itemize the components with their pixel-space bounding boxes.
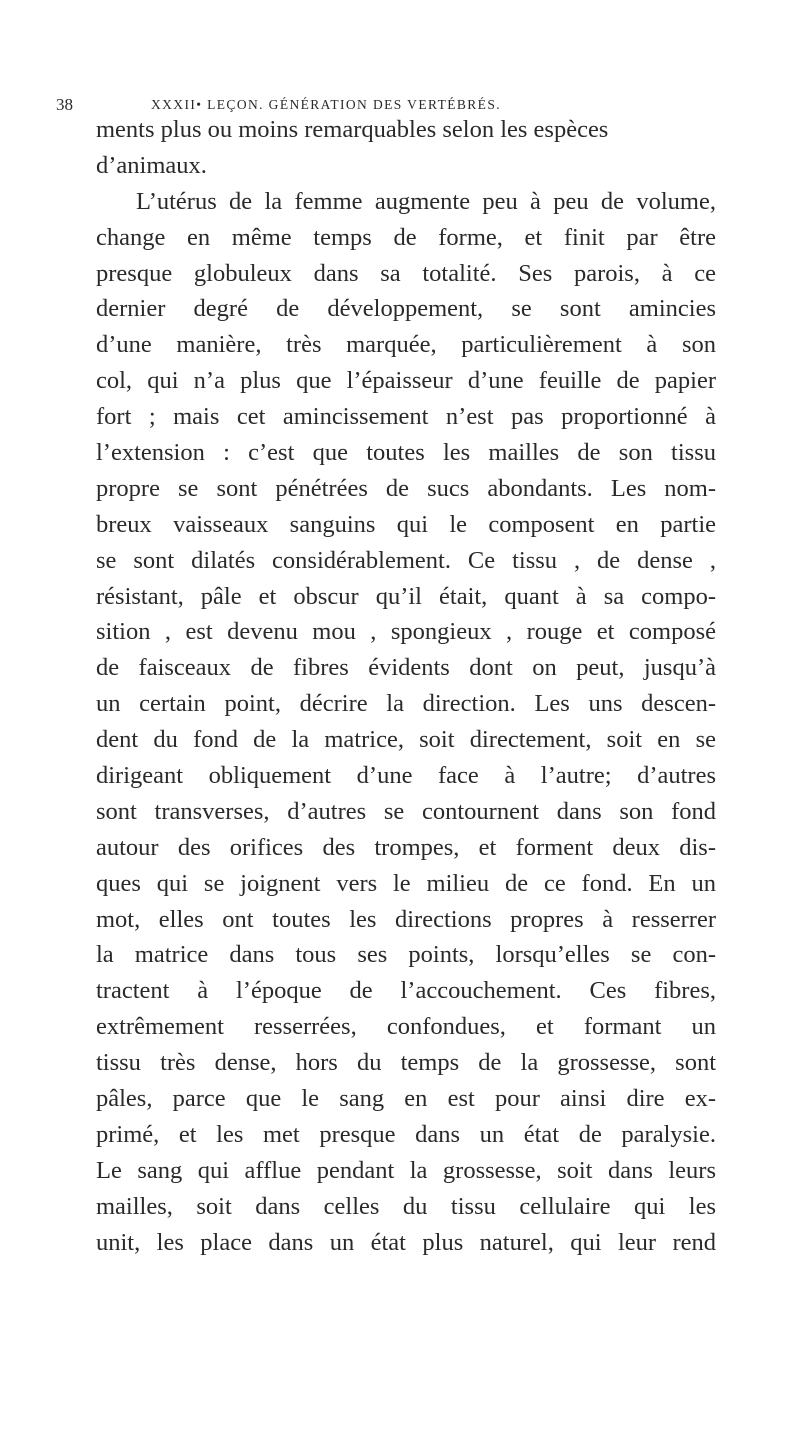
text-line: sition , est devenu mou , spongieux , rouge et composé (96, 618, 716, 646)
text-line: fort ; mais cet amincissement n’est pas proportionné à (96, 403, 716, 431)
text-line: l’extension : c’est que toutes les mailles de son tissu (96, 439, 716, 467)
text-line: se sont dilatés considérablement. Ce tissu , de dense , (96, 546, 716, 574)
text-line: la matrice dans tous ses points, lorsqu’elles se con- (96, 941, 716, 969)
text-line: presque globuleux dans sa totalité. Ses parois, à ce (96, 259, 716, 287)
text-line: de faisceaux de fibres évidents dont on peut, jusqu’à (96, 654, 716, 682)
text-line: extrêmement resserrées, confondues, et formant un (96, 1013, 716, 1041)
paragraph-first-line: L’utérus de la femme augmente peu à peu de volume, (136, 187, 716, 215)
text-line: ques qui se joignent vers le milieu de ce fond. En un (96, 869, 716, 897)
text-line: ments plus ou moins remarquables selon les espèces (96, 116, 609, 143)
text-line: un certain point, décrire la direction. Les uns descen- (96, 690, 716, 718)
text-line: sont transverses, d’autres se contournent dans son fond (96, 797, 716, 825)
body-text (96, 112, 716, 1261)
text-line: d’une manière, très marquée, particulièrement à son (96, 331, 716, 359)
text-line: dernier degré de développement, se sont amincies (96, 295, 716, 323)
page-number: 38 (56, 95, 73, 114)
text-line: dent du fond de la matrice, soit directement, soit en se (96, 726, 716, 754)
text-line: résistant, pâle et obscur qu’il était, quant à sa compo- (96, 582, 716, 610)
text-line: propre se sont pénétrées de sucs abondants. Les nom- (96, 474, 716, 502)
text-line: dirigeant obliquement d’une face à l’autre; d’autres (96, 762, 716, 790)
running-head-title: XXXII• LEÇON. GÉNÉRATION DES VERTÉBRÉS. (151, 97, 502, 112)
text-line: tractent à l’époque de l’accouchement. Ces fibres, (96, 977, 716, 1005)
text-line: autour des orifices des trompes, et forment deux dis- (96, 833, 716, 861)
text-line: tissu très dense, hors du temps de la grossesse, sont (96, 1049, 716, 1077)
text-line: col, qui n’a plus que l’épaisseur d’une feuille de papier (96, 367, 716, 395)
text-line: breux vaisseaux sanguins qui le composent en partie (96, 510, 716, 538)
text-line: unit, les place dans un état plus naturel, qui leur rend (96, 1228, 716, 1256)
text-line: mailles, soit dans celles du tissu cellulaire qui les (96, 1192, 716, 1220)
text-line: Le sang qui afflue pendant la grossesse, soit dans leurs (96, 1156, 716, 1184)
text-line: change en même temps de forme, et finit par être (96, 223, 716, 251)
text-line: mot, elles ont toutes les directions propres à resserrer (96, 905, 716, 933)
text-line: d’animaux. (96, 151, 207, 179)
text-line: pâles, parce que le sang en est pour ainsi dire ex- (96, 1085, 716, 1113)
text-line: primé, et les met presque dans un état de paralysie. (96, 1120, 716, 1148)
